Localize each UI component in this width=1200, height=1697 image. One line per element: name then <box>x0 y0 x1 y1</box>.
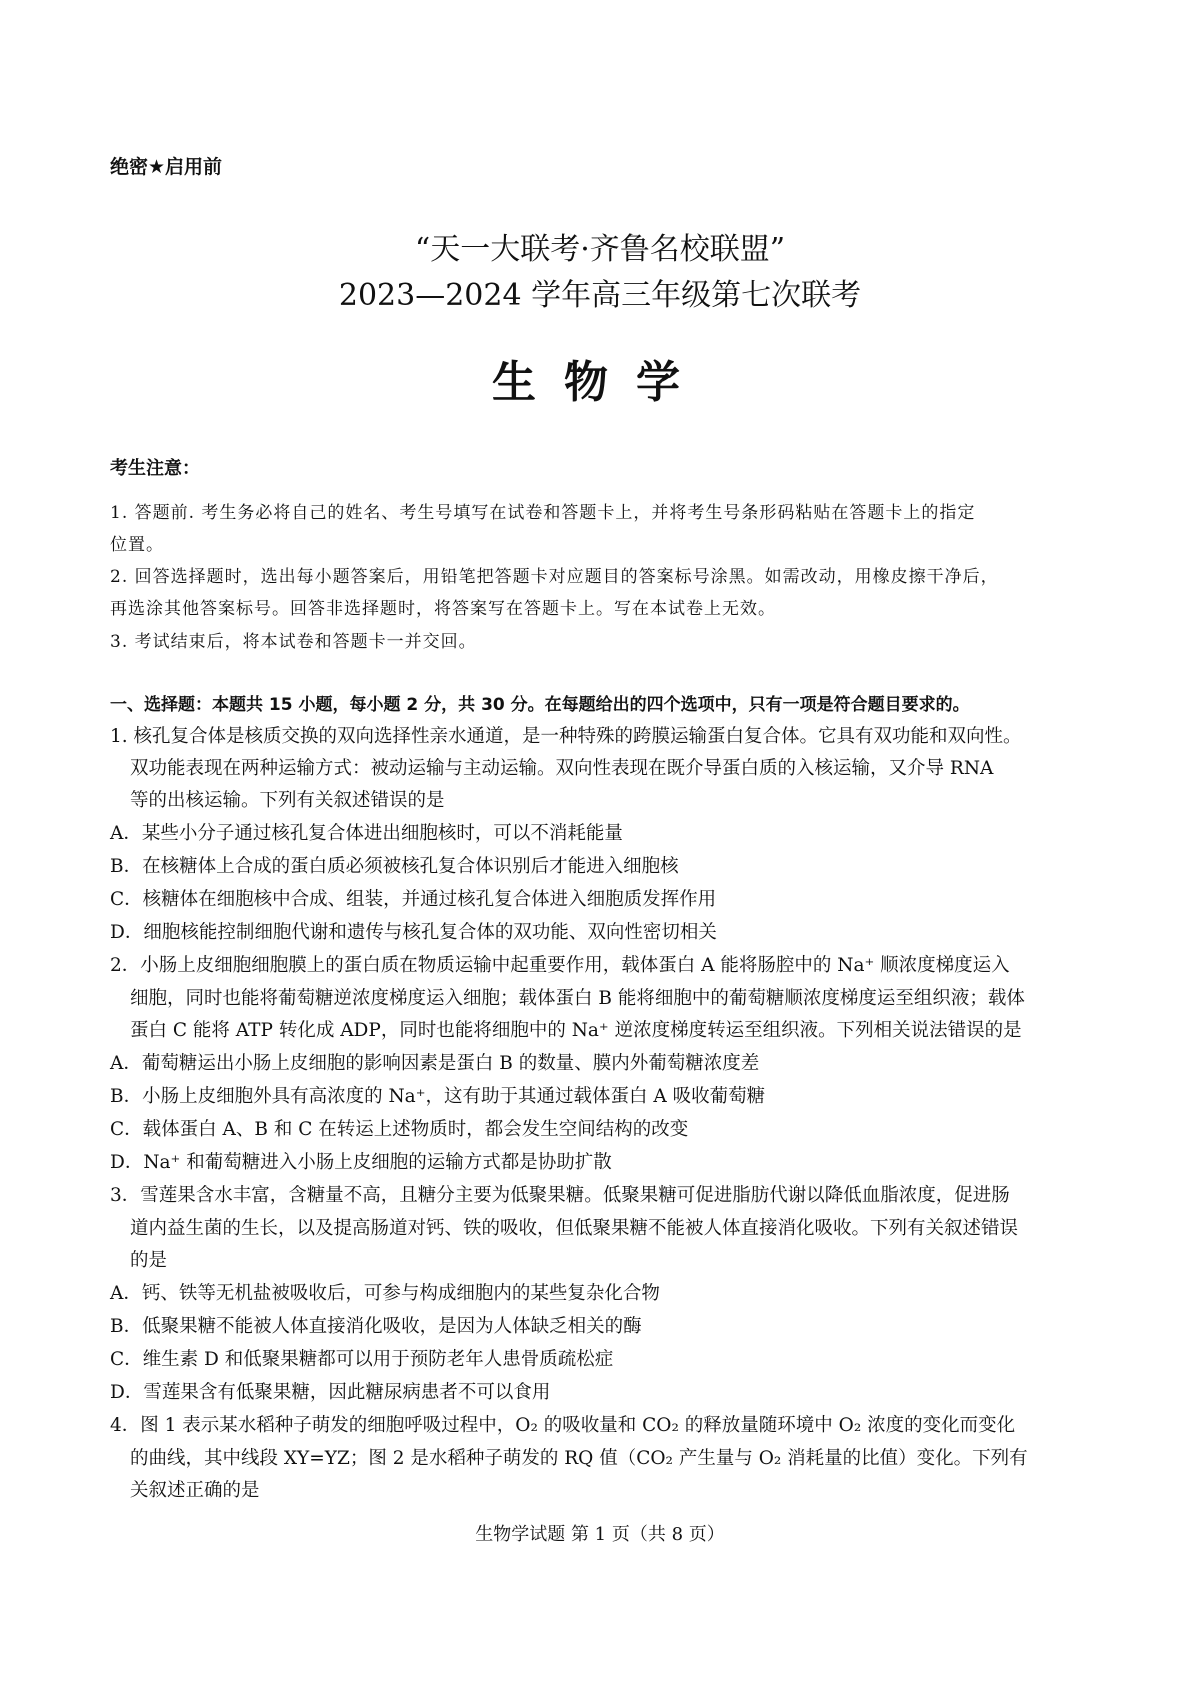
question-3-option-c: C．维生素 D 和低聚果糖都可以用于预防老年人患骨质疏松症 <box>110 1349 614 1370</box>
notice-line: 3. 考试结束后，将本试卷和答题卡一并交回。 <box>110 632 477 652</box>
question-3-stem-line: 道内益生菌的生长，以及提高肠道对钙、铁的吸收，但低聚果糖不能被人体直接消化吸收。下列有关叙述错误 <box>130 1218 1019 1239</box>
question-1-option-a: A．某些小分子通过核孔复合体进出细胞核时，可以不消耗能量 <box>110 823 623 844</box>
question-1-stem-line: 双功能表现在两种运输方式：被动运输与主动运输。双向性表现在既介导蛋白质的入核运输，又介导 RNA <box>130 758 994 779</box>
question-1-stem-line: 1. 核孔复合体是核质交换的双向选择性亲水通道，是一种特殊的跨膜运输蛋白复合体。它具有双功能和双向性。 <box>110 726 1022 747</box>
question-3-option-d: D．雪莲果含有低聚果糖，因此糖尿病患者不可以食用 <box>110 1382 551 1403</box>
notice-line: 1. 答题前. 考生务必将自己的姓名、考生号填写在试卷和答题卡上，并将考生号条形码粘贴在答题卡上的指定 <box>110 503 976 523</box>
question-2-stem-line: 蛋白 C 能将 ATP 转化成 ADP，同时也能将细胞中的 Na⁺ 逆浓度梯度转运至组织液。下列相关说法错误的是 <box>130 1020 1022 1041</box>
question-2-stem-line: 2．小肠上皮细胞细胞膜上的蛋白质在物质运输中起重要作用，载体蛋白 A 能将肠腔中的 Na⁺ 顺浓度梯度运入 <box>110 955 1010 976</box>
question-2-option-c: C．载体蛋白 A、B 和 C 在转运上述物质时，都会发生空间结构的改变 <box>110 1119 689 1140</box>
question-4-stem-line: 的曲线，其中线段 XY=YZ；图 2 是水稻种子萌发的 RQ 值（CO₂ 产生量与 O₂ 消耗量的比值）变化。下列有 <box>130 1448 1028 1469</box>
notice-heading: 考生注意： <box>110 458 200 479</box>
notice-line: 2. 回答选择题时，选出每小题答案后，用铅笔把答题卡对应题目的答案标号涂黑。如需改动，用橡皮擦干净后， <box>110 567 999 587</box>
notice-line: 再选涂其他答案标号。回答非选择题时，将答案写在答题卡上。写在本试卷上无效。 <box>110 599 776 619</box>
question-3-stem-line: 3．雪莲果含水丰富，含糖量不高，且糖分主要为低聚果糖。低聚果糖可促进脂肪代谢以降低血脂浓度，促进肠 <box>110 1185 1010 1206</box>
subject-title: 生物学 <box>492 357 708 408</box>
exam-title-line2: 2023—2024 学年高三年级第七次联考 <box>338 278 862 313</box>
question-1-option-d: D．细胞核能控制细胞代谢和遗传与核孔复合体的双功能、双向性密切相关 <box>110 922 717 943</box>
question-1-option-c: C．核糖体在细胞核中合成、组装，并通过核孔复合体进入细胞质发挥作用 <box>110 889 717 910</box>
page-footer: 生物学试题 第 1 页（共 8 页） <box>475 1524 725 1545</box>
question-3-option-b: B．低聚果糖不能被人体直接消化吸收，是因为人体缺乏相关的酶 <box>110 1316 642 1337</box>
question-2-option-b: B．小肠上皮细胞外具有高浓度的 Na⁺，这有助于其通过载体蛋白 A 吸收葡萄糖 <box>110 1086 766 1107</box>
question-3-option-a: A．钙、铁等无机盐被吸收后，可参与构成细胞内的某些复杂化合物 <box>110 1283 660 1304</box>
question-1-option-b: B．在核糖体上合成的蛋白质必须被核孔复合体识别后才能进入细胞核 <box>110 856 679 877</box>
question-3-stem-line: 的是 <box>130 1250 168 1271</box>
question-1-stem-line: 等的出核运输。下列有关叙述错误的是 <box>130 790 445 811</box>
question-2-option-d: D．Na⁺ 和葡萄糖进入小肠上皮细胞的运输方式都是协助扩散 <box>110 1152 612 1173</box>
section-heading: 一、选择题：本题共 15 小题，每小题 2 分，共 30 分。在每题给出的四个选项中，只有一项是符合题目要求的。 <box>110 695 970 715</box>
notice-line: 位置。 <box>110 535 164 555</box>
question-2-option-a: A．葡萄糖运出小肠上皮细胞的影响因素是蛋白 B 的数量、膜内外葡萄糖浓度差 <box>110 1053 760 1074</box>
confidential-label: 绝密★启用前 <box>110 156 223 178</box>
exam-title-line1: “天一大联考·齐鲁名校联盟” <box>414 232 786 267</box>
question-4-stem-line: 4．图 1 表示某水稻种子萌发的细胞呼吸过程中，O₂ 的吸收量和 CO₂ 的释放量随环境中 O₂ 浓度的变化而变化 <box>110 1415 1016 1436</box>
question-2-stem-line: 细胞，同时也能将葡萄糖逆浓度梯度运入细胞；载体蛋白 B 能将细胞中的葡萄糖顺浓度梯度运至组织液；载体 <box>130 988 1025 1009</box>
question-4-stem-line: 关叙述正确的是 <box>130 1480 260 1501</box>
